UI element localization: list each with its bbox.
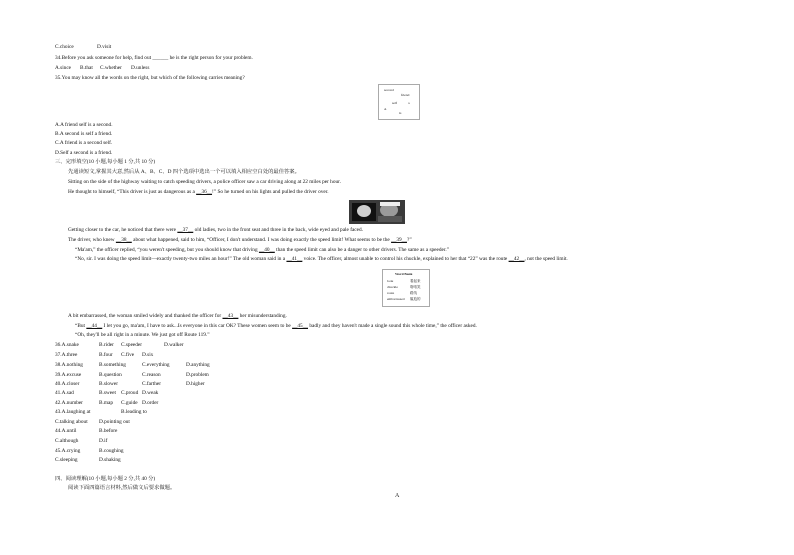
option-44-b: B.before <box>99 428 118 434</box>
blank-43: __43__ <box>222 313 239 319</box>
option-36-c: C.speeder <box>121 342 143 348</box>
word-bank-term: look <box>387 279 394 283</box>
section4-instruction: 阅读下面四篇语言材料,然后做文后要求做题。 <box>68 485 176 491</box>
option-43-b: B.leading to <box>121 409 147 415</box>
option-42-a: 42.A.number <box>55 400 83 406</box>
option-39-c: C.reason <box>142 372 161 378</box>
passage-line-1: Sitting on the side of the highway waiting to catch speeding drivers, a police officer saw a car driving along at 22 miles per hour. <box>68 179 341 185</box>
q35-stem: 35.You may know all the words on the right, but which of the following carries meaning? <box>55 75 245 81</box>
option-36-a: 36.A.snake <box>55 342 79 348</box>
q35-option-d: D.Self a second is a friend. <box>55 150 113 156</box>
option-41-c: C.proud <box>121 390 139 396</box>
blank-41: __41__ <box>286 256 303 262</box>
figure-word-is: is <box>399 111 402 115</box>
section3-instruction: 先通读短文,掌握其大意,然后从 A、B、C、D 四个选项中选出一个可以填入相应空白处的最佳答案。 <box>68 169 300 175</box>
passage-line-2: He thought to himself, “This driver is just as dangerous as a __36__!” So he turned on his lights and pulled the driver over. <box>68 189 329 195</box>
option-37-d: D.six <box>142 352 154 358</box>
option-38-c: C.everything <box>142 362 170 368</box>
passage-line-4: The driver, who knew __38__ about what happened, said to him, “Officer, I don't understand. I was doing exactly the speed limit! What seems to be the __39__?” <box>68 237 412 243</box>
option-39-a: 39.A.excuse <box>55 372 82 378</box>
option-36-b: B.rider <box>99 342 114 348</box>
blank-38: __38__ <box>115 237 132 243</box>
q34-stem: 34.Before you ask someone for help, find out ______ he is the right person for your problem. <box>55 55 253 61</box>
figure-word-a: a <box>408 101 410 105</box>
option-42-d: D.order <box>142 400 159 406</box>
option-40-a: 40.A.closer <box>55 381 80 387</box>
option-44-c: C.although <box>55 438 79 444</box>
q35-option-c: C.A friend is a second self. <box>55 140 113 146</box>
option-38-b: B.something <box>99 362 126 368</box>
passage-line-3: Getting closer to the car, he noticed that there were __37__ old ladies, two in the front seat and three in the back, wide eyed and pale faced. <box>68 227 363 233</box>
option-38-a: 38.A.nothing <box>55 362 83 368</box>
section3-heading: 三、完形填空(10 小题,每小题 1 分,共 10 分) <box>55 159 156 165</box>
option-43-d: D.pointing out <box>99 419 130 425</box>
option-d-prev: D.visit <box>97 44 112 50</box>
option-42-b: B.map <box>99 400 113 406</box>
blank-39: __39__ <box>391 237 407 243</box>
option-41-d: D.weak <box>142 390 159 396</box>
option-37-c: C.five <box>121 352 135 358</box>
q34-option-b: B.that <box>80 65 93 71</box>
option-40-d: D.higher <box>186 381 205 387</box>
option-45-a: 45.A.crying <box>55 448 81 454</box>
q34-option-d: D.unless <box>131 65 150 71</box>
blank-45: __45__ <box>292 323 308 329</box>
option-39-b: B.question <box>99 372 122 378</box>
passage-line-5: “Ma'am,” the officer replied, “you weren't speeding, but you should know that driving __40__ than the speed limit can also be a danger to other drivers. The same as a speeder.” <box>75 247 450 253</box>
q34-option-a: A.since <box>55 65 72 71</box>
option-c-prev: C.choice <box>55 44 74 50</box>
option-40-c: C.farther <box>142 381 161 387</box>
blank-42: __42__ <box>508 256 525 262</box>
figure-word-self: self <box>392 101 398 105</box>
word-bank-meaning: 尴尬的 <box>410 297 421 301</box>
option-44-a: 44.A.until <box>55 428 77 434</box>
section4-heading: 四、阅读理解(10 小题,每小题 2 分,共 40 分) <box>55 476 156 482</box>
word-bank-term: embarrassed <box>387 297 405 301</box>
option-37-a: 37.A.three <box>55 352 78 358</box>
option-40-b: B.slower <box>99 381 118 387</box>
option-45-c: C.sleeping <box>55 457 78 463</box>
word-bank-term: route <box>387 291 395 295</box>
option-42-c: C.guide <box>121 400 138 406</box>
blank-40: __40__ <box>258 247 275 253</box>
police-car-photo <box>349 200 405 224</box>
passage-line-6: “No, sir. I was doing the speed limit—exactly twenty-two miles an hour!” The old woman said in a __41__ voice. The officer, almost unable to control his chuckle, explained to her that “22” was the route __42__, not the speed limit. <box>75 256 568 262</box>
word-bank-term: chuckle <box>387 285 398 289</box>
blank-36: __36__ <box>196 189 213 195</box>
word-bank-meaning: 看起来 <box>410 279 421 283</box>
q35-option-a: A.A friend self is a second. <box>55 122 113 128</box>
passage-line-9: “Oh, they'll be all right in a minute. We just got off Route 119.” <box>75 332 210 338</box>
option-38-d: D.anything <box>186 362 210 368</box>
option-44-d: D.if <box>99 438 108 444</box>
figure-word-second: second <box>384 88 394 92</box>
figure-word-friend: friend <box>401 93 410 97</box>
option-41-b: B.sweet <box>99 390 116 396</box>
option-45-b: B.coughing <box>99 448 124 454</box>
word-bank-meaning: 咯咯笑 <box>410 285 421 289</box>
option-39-d: D.problem <box>186 372 209 378</box>
option-36-d: D.walker <box>164 342 184 348</box>
q35-word-figure <box>378 84 420 120</box>
figure-word-A: A <box>384 107 387 111</box>
q35-option-b: B.A second is self a friend. <box>55 131 113 137</box>
word-bank-meaning: 路线 <box>410 291 417 295</box>
option-43-c: C.talking about <box>55 419 88 425</box>
word-bank-box <box>382 269 430 307</box>
q34-option-c: C.whether <box>100 65 122 71</box>
passage-line-8: “But __44__ I let you go, ma'am, I have to ask...Is everyone in this car OK? These women seem to be __45__ badly and they haven't made a single sound this whole time,” the officer asked. <box>75 323 477 329</box>
word-bank-title: Word Bank <box>395 272 413 276</box>
blank-37: __37__ <box>177 227 194 233</box>
blank-44: __44__ <box>86 323 103 329</box>
passage-line-7: A bit embarrassed, the woman smiled widely and thanked the officer for __43__ her misunderstanding. <box>68 313 287 319</box>
option-37-b: B.four <box>99 352 113 358</box>
option-45-d: D.shaking <box>99 457 121 463</box>
option-41-a: 41.A.sad <box>55 390 74 396</box>
page-letter: A <box>395 493 400 499</box>
option-43-a: 43.A.laughing at <box>55 409 91 415</box>
